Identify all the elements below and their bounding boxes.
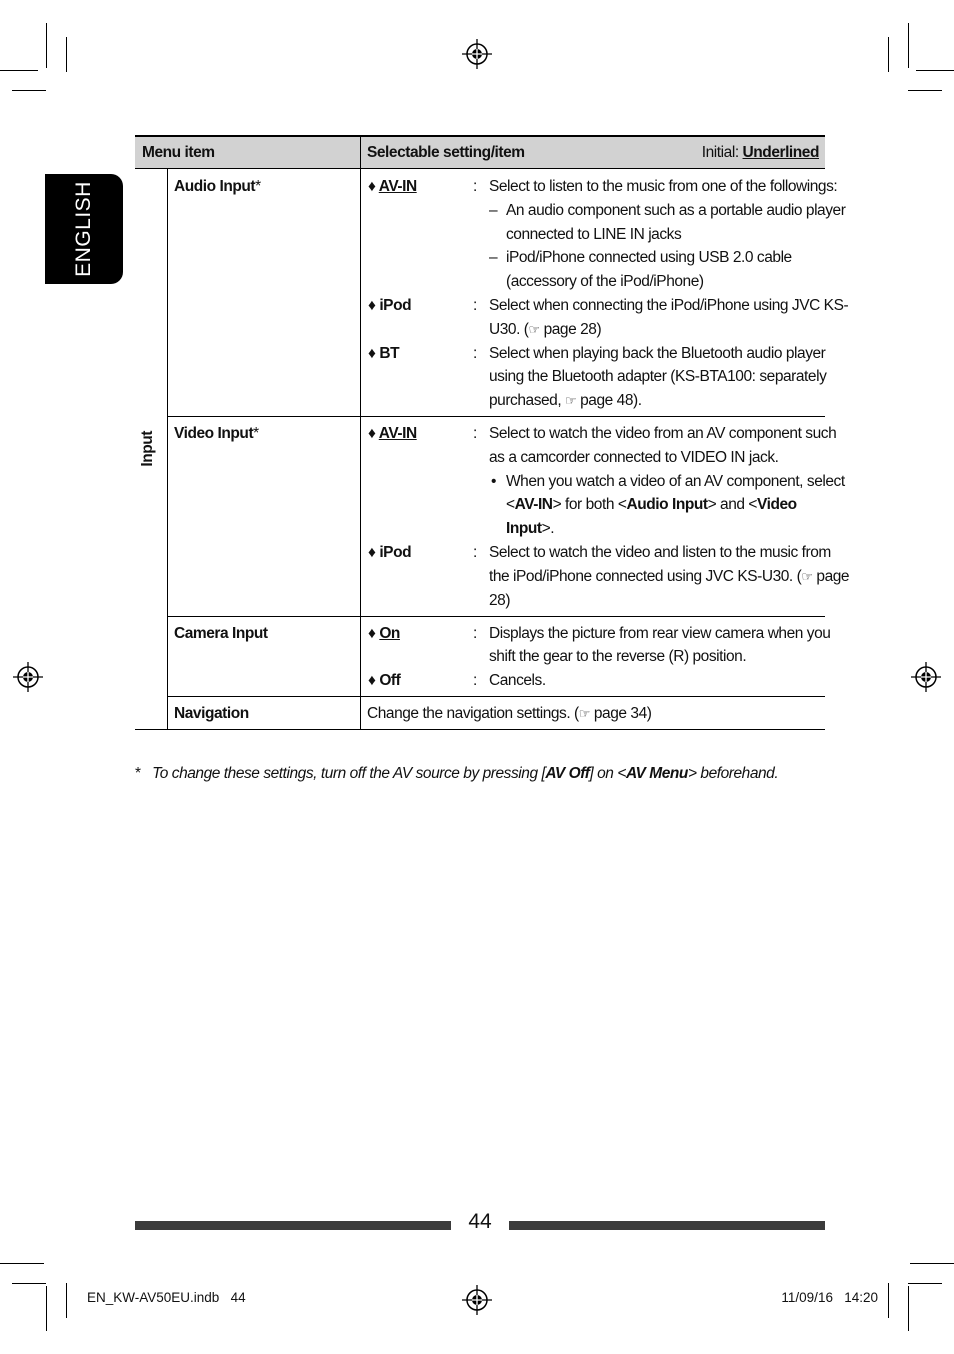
sub-item-text: (accessory of the iPod/iPhone) xyxy=(506,273,704,290)
row-divider xyxy=(167,696,825,697)
dash-marker: – xyxy=(489,202,498,219)
note-text: Input>. xyxy=(506,520,555,537)
option-on: ♦ On xyxy=(368,625,400,642)
footnote: * To change these settings, turn off the AV source by pressing [AV Off] on <AV Menu> beforehand. xyxy=(135,765,779,782)
option-description: shift the gear to the reverse (R) position. xyxy=(489,648,747,665)
option-description: Cancels. xyxy=(489,672,546,689)
option-off: ♦ Off xyxy=(368,672,401,689)
option-description: using the Bluetooth adapter (KS-BTA100: separately xyxy=(489,368,827,385)
crop-mark xyxy=(916,70,954,71)
table-bottom-rule xyxy=(135,729,825,730)
grid-line xyxy=(360,169,361,730)
page-ref-icon: ☞ xyxy=(578,706,590,721)
diamond-icon: ♦ xyxy=(368,345,376,362)
page-bar-left xyxy=(135,1221,451,1230)
crop-mark xyxy=(0,1263,44,1264)
grid-line xyxy=(360,135,361,169)
option-description: Select when playing back the Bluetooth audio player xyxy=(489,345,826,362)
option-ipod: ♦ iPod xyxy=(368,297,412,314)
crop-mark xyxy=(12,1283,46,1284)
colon: : xyxy=(473,672,477,689)
option-av-in: ♦ AV-IN xyxy=(368,425,417,442)
option-description: Select to listen to the music from one of the followings: xyxy=(489,178,838,195)
page-bar-right xyxy=(509,1221,825,1230)
row-divider xyxy=(167,616,825,617)
navigation-description: Change the navigation settings. (☞ page 34) xyxy=(367,705,652,722)
initial-label: Initial: xyxy=(701,144,739,161)
colon: : xyxy=(473,625,477,642)
diamond-icon: ♦ xyxy=(368,178,376,195)
settings-table xyxy=(135,135,850,730)
crop-mark xyxy=(908,23,909,68)
crop-mark xyxy=(66,1283,67,1318)
colon: : xyxy=(473,297,477,314)
option-description: 28) xyxy=(489,592,511,609)
diamond-icon: ♦ xyxy=(368,297,376,314)
colon: : xyxy=(473,544,477,561)
diamond-icon: ♦ xyxy=(368,425,376,442)
slug-date: 11/09/16 14:20 xyxy=(781,1290,878,1305)
registration-target-icon xyxy=(911,662,941,692)
crop-mark xyxy=(0,70,38,71)
slug-file: EN_KW-AV50EU.indb 44 xyxy=(87,1290,246,1305)
option-ipod: ♦ iPod xyxy=(368,544,412,561)
option-description: Displays the picture from rear view camera when you xyxy=(489,625,831,642)
video-input-label: Video Input* xyxy=(174,425,259,442)
crop-mark xyxy=(66,37,67,72)
registration-target-icon xyxy=(462,39,492,69)
bullet-marker: • xyxy=(491,473,496,490)
crop-mark xyxy=(46,1286,47,1331)
diamond-icon: ♦ xyxy=(368,672,376,689)
diamond-icon: ♦ xyxy=(368,544,376,561)
option-description: as a camcorder connected to VIDEO IN jack. xyxy=(489,449,779,466)
crop-mark xyxy=(910,1263,954,1264)
crop-mark xyxy=(908,90,942,91)
header-initial xyxy=(702,141,819,165)
diamond-icon: ♦ xyxy=(368,625,376,642)
sub-item-text: An audio component such as a portable audio player xyxy=(506,202,846,219)
colon: : xyxy=(473,425,477,442)
option-av-in: ♦ AV-IN xyxy=(368,178,417,195)
header-selectable: Selectable setting/item xyxy=(367,144,525,161)
crop-mark xyxy=(908,1286,909,1331)
header-menu-item: Menu item xyxy=(142,144,215,161)
sub-item-text: iPod/iPhone connected using USB 2.0 cable xyxy=(506,249,792,266)
option-description: the iPod/iPhone connected using JVC KS-U30. (☞ page xyxy=(489,568,850,585)
camera-input-label: Camera Input xyxy=(174,625,268,642)
language-label: ENGLISH xyxy=(72,181,95,277)
sub-item-text: connected to LINE IN jacks xyxy=(506,226,682,243)
crop-mark xyxy=(888,37,889,72)
navigation-label: Navigation xyxy=(174,705,249,722)
crop-mark xyxy=(12,90,46,91)
grid-line xyxy=(167,169,168,730)
option-description: purchased, ☞ page 48). xyxy=(489,392,642,409)
initial-value: Underlined xyxy=(742,144,819,161)
option-description: U30. (☞ page 28) xyxy=(489,321,602,338)
crop-mark xyxy=(888,1283,889,1318)
option-description: Select to watch the video and listen to the music from xyxy=(489,544,831,561)
colon: : xyxy=(473,178,477,195)
group-label-input: Input xyxy=(138,431,156,467)
page-ref-icon: ☞ xyxy=(528,322,540,337)
row-divider xyxy=(167,416,825,417)
language-tab xyxy=(45,174,123,284)
page-ref-icon: ☞ xyxy=(565,393,577,408)
crop-mark xyxy=(46,23,47,68)
colon: : xyxy=(473,345,477,362)
page-ref-icon: ☞ xyxy=(801,569,813,584)
dash-marker: – xyxy=(489,249,498,266)
note-text: <AV-IN> for both <Audio Input> and <Video xyxy=(506,496,797,513)
option-description: Select when connecting the iPod/iPhone using JVC KS- xyxy=(489,297,849,314)
footnote-star: * xyxy=(135,765,141,782)
option-description: Select to watch the video from an AV component such xyxy=(489,425,837,442)
crop-mark xyxy=(908,1283,942,1284)
audio-input-label: Audio Input* xyxy=(174,178,261,195)
registration-target-icon xyxy=(13,662,43,692)
registration-target-icon xyxy=(462,1285,492,1315)
note-text: When you watch a video of an AV component, select xyxy=(506,473,845,490)
option-bt: ♦ BT xyxy=(368,345,400,362)
page-number: 44 xyxy=(468,1210,492,1233)
